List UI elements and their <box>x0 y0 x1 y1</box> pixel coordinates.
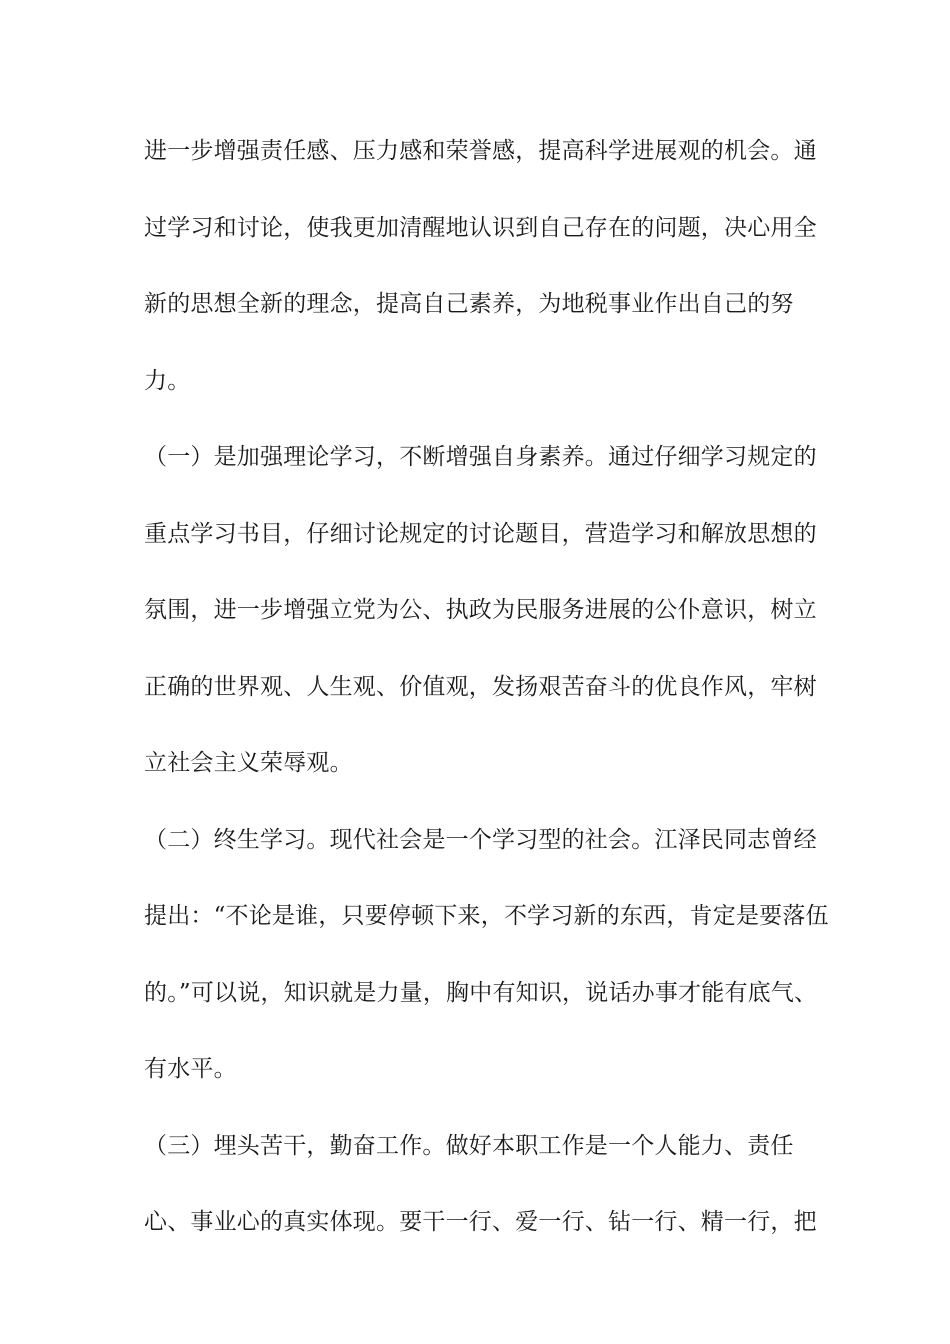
text-line: 正确的世界观、人生观、价值观，发扬艰苦奋斗的优良作风，牢树 <box>144 673 817 700</box>
text-line: 过学习和讨论，使我更加清醒地认识到自己存在的问题，决心用全 <box>144 214 817 241</box>
text-line: 重点学习书目，仔细讨论规定的讨论题目，营造学习和解放思想的 <box>144 520 817 547</box>
text-line: 提出：“不论是谁，只要停顿下来，不学习新的东西，肯定是要落伍 <box>144 903 829 929</box>
text-line: 新的思想全新的理念，提高自己素养，为地税事业作出自己的努 <box>144 291 794 317</box>
text-line: （三）埋头苦干，勤奋工作。做好本职工作是一个人能力、责任 <box>144 1132 794 1159</box>
document-body <box>144 128 829 1276</box>
text-line: 有水平。 <box>144 1056 237 1082</box>
text-line: （一）是加强理论学习，不断增强自身素养。通过仔细学习规定的 <box>144 444 817 470</box>
text-line: 力。 <box>144 367 191 394</box>
text-line: 氛围，进一步增强立党为公、执政为民服务进展的公仆意识，树立 <box>144 597 817 623</box>
text-line: （二）终生学习。现代社会是一个学习型的社会。江泽民同志曾经 <box>144 826 817 853</box>
text-line: 进一步增强责任感、压力感和荣誉感，提高科学进展观的机会。通 <box>144 138 817 164</box>
text-line: 立社会主义荣辱观。 <box>144 750 353 776</box>
text-line: 的。”可以说，知识就是力量，胸中有知识，说话办事才能有底气、 <box>144 979 818 1006</box>
text-line: 心、事业心的真实体现。要干一行、爱一行、钻一行、精一行，把 <box>144 1209 817 1235</box>
